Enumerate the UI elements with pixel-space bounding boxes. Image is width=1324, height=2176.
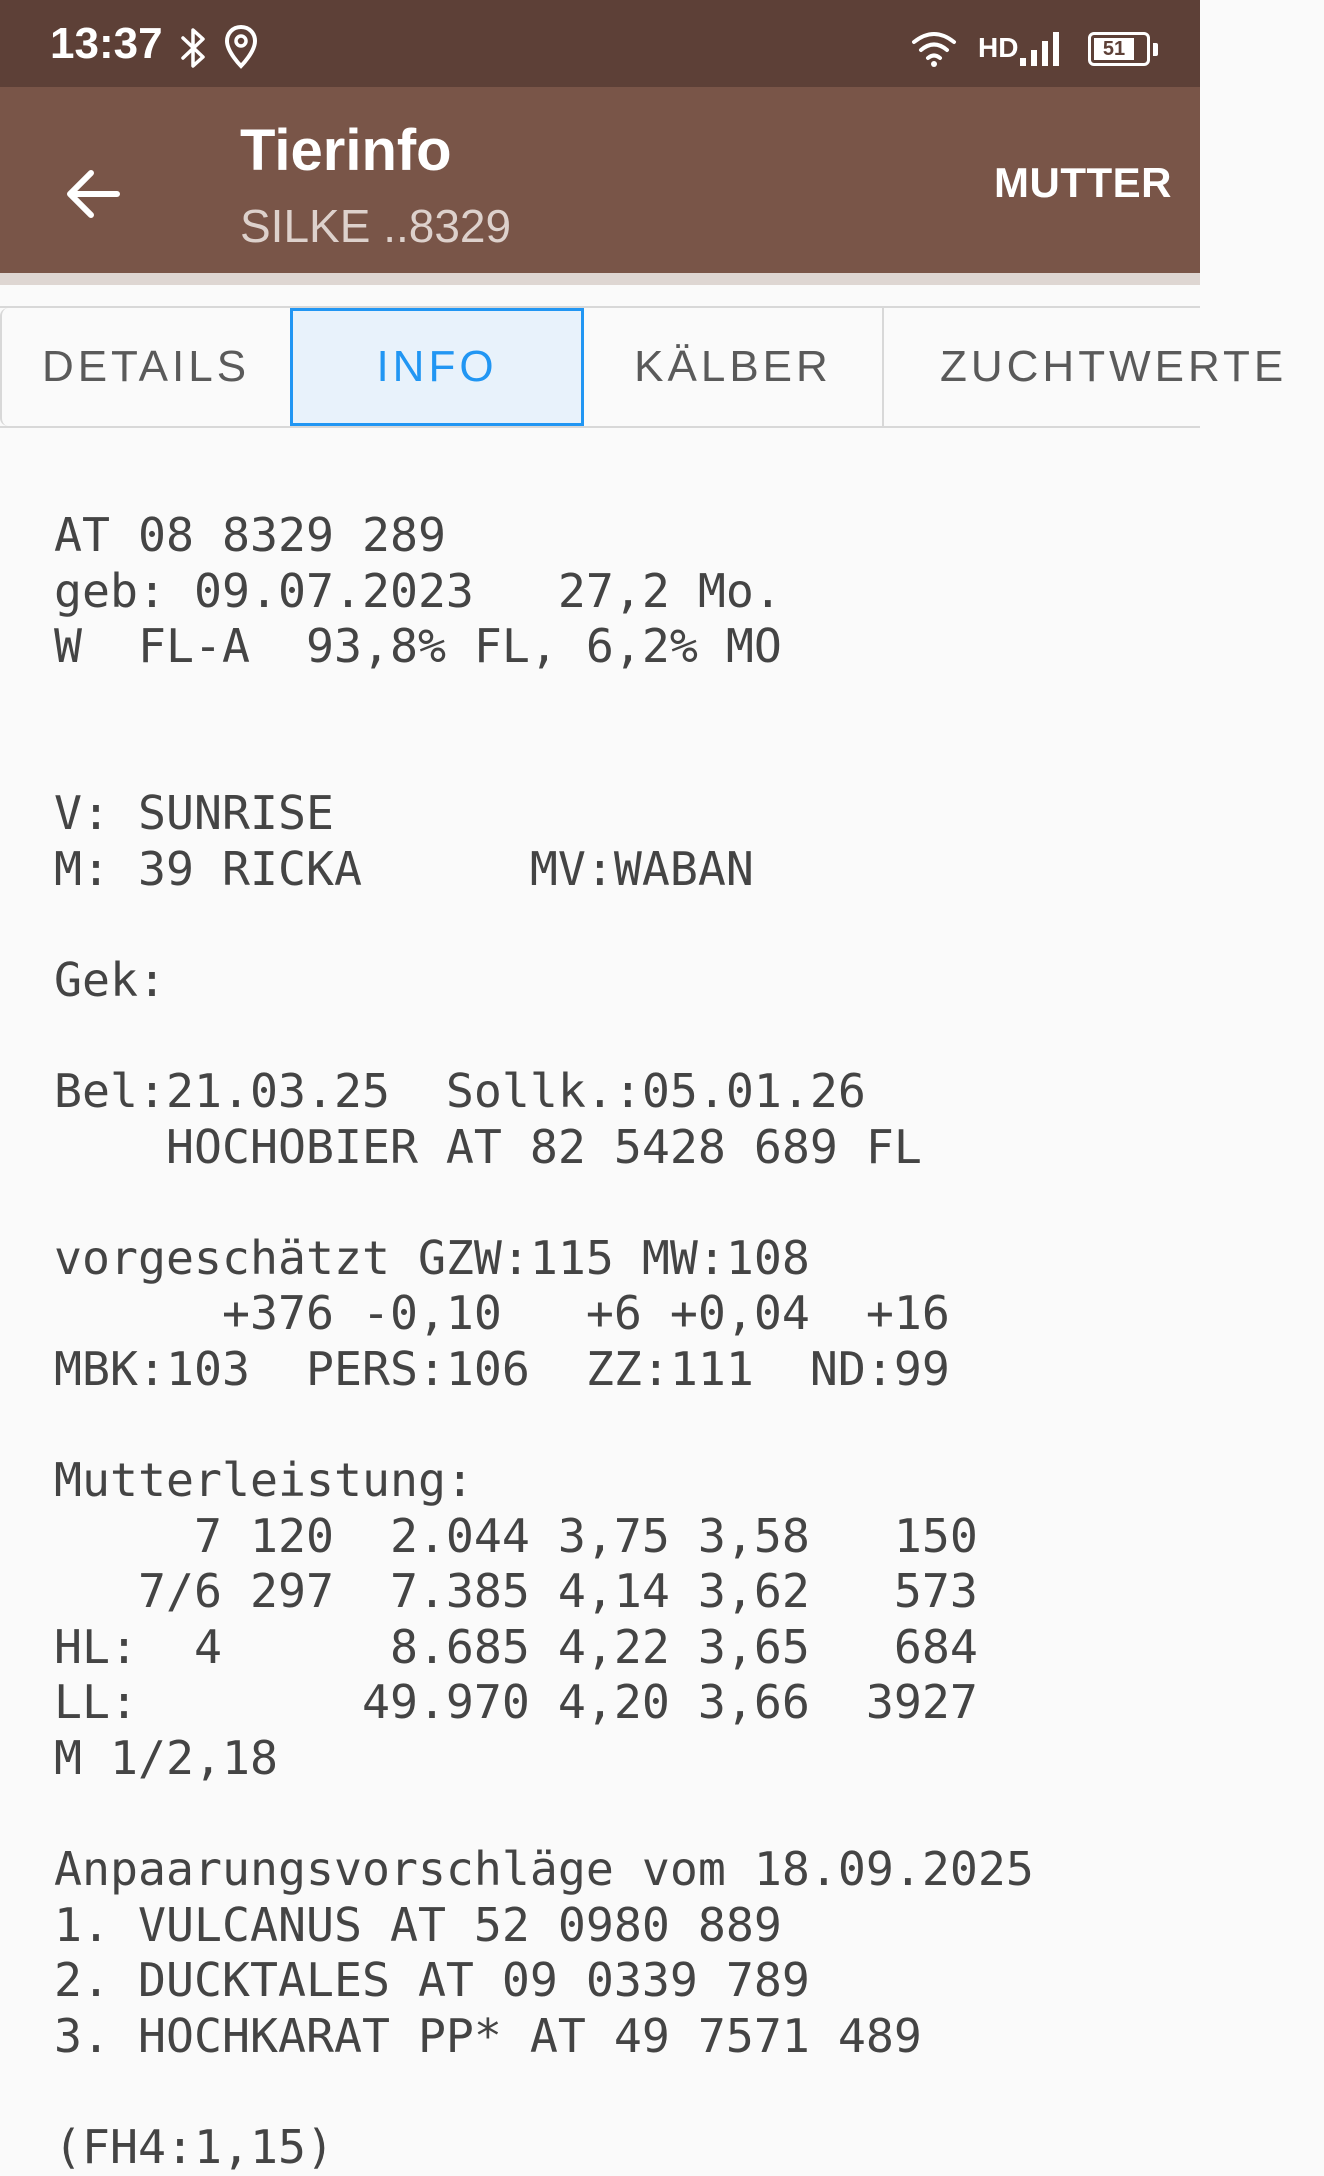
status-bar xyxy=(0,0,1200,87)
info-line: 7 120 2.044 3,75 3,58 150 xyxy=(54,1508,978,1563)
bluetooth-icon xyxy=(178,26,208,70)
info-line: W FL-A 93,8% FL, 6,2% MO xyxy=(54,619,782,674)
tab-details[interactable]: DETAILS xyxy=(0,308,292,426)
info-line: 2. DUCKTALES AT 09 0339 789 xyxy=(54,1953,810,2008)
info-line: +376 -0,10 +6 +0,04 +16 xyxy=(54,1286,950,1341)
wifi-icon xyxy=(910,28,958,68)
battery-icon xyxy=(1088,32,1150,66)
info-line: V: SUNRISE xyxy=(54,785,334,840)
app-bar xyxy=(0,87,1200,273)
info-line: HOCHOBIER AT 82 5428 689 FL xyxy=(54,1119,922,1174)
mother-button[interactable]: MUTTER xyxy=(994,159,1172,206)
tab-kaelber[interactable]: KÄLBER xyxy=(584,308,884,426)
info-line: (FH4:1,15) xyxy=(54,2120,334,2175)
status-time: 13:37 xyxy=(50,19,163,68)
signal-icon xyxy=(1020,30,1066,66)
info-line: M: 39 RICKA MV:WABAN xyxy=(54,841,754,896)
info-line: Mutterleistung: xyxy=(54,1453,474,1508)
info-line: Gek: xyxy=(54,952,166,1007)
battery-level-label: 51 xyxy=(1094,38,1134,60)
back-button[interactable] xyxy=(48,149,138,239)
app-bar-divider xyxy=(0,273,1200,285)
tab-zuchtwerte[interactable]: ZUCHTWERTE xyxy=(940,342,1288,391)
info-line: HL: 4 8.685 4,22 3,65 684 xyxy=(54,1619,978,1674)
info-line: Anpaarungsvorschläge vom 18.09.2025 xyxy=(54,1842,1034,1897)
info-line: vorgeschätzt GZW:115 MW:108 xyxy=(54,1230,810,1285)
info-line: MBK:103 PERS:106 ZZ:111 ND:99 xyxy=(54,1341,950,1396)
page-subtitle: SILKE ..8329 xyxy=(240,200,512,252)
arrow-left-icon xyxy=(65,168,121,220)
info-line: Bel:21.03.25 Sollk.:05.01.26 xyxy=(54,1063,866,1118)
info-line: AT 08 8329 289 xyxy=(54,508,446,562)
tab-bar xyxy=(0,306,1288,428)
info-line: M 1/2,18 xyxy=(54,1731,278,1786)
info-line: 7/6 297 7.385 4,14 3,62 573 xyxy=(54,1564,978,1619)
info-line: 3. HOCHKARAT PP* AT 49 7571 489 xyxy=(54,2009,922,2064)
location-icon xyxy=(224,24,258,70)
animal-info-text xyxy=(54,508,1174,2176)
network-type-label: HD xyxy=(978,32,1019,63)
info-line: 1. VULCANUS AT 52 0980 889 xyxy=(54,1897,782,1952)
page-title: Tierinfo xyxy=(240,118,452,183)
info-line: geb: 09.07.2023 27,2 Mo. xyxy=(54,563,782,618)
info-line: LL: 49.970 4,20 3,66 3927 xyxy=(54,1675,978,1730)
battery-tip xyxy=(1153,43,1158,56)
tab-info[interactable]: INFO xyxy=(290,308,584,426)
